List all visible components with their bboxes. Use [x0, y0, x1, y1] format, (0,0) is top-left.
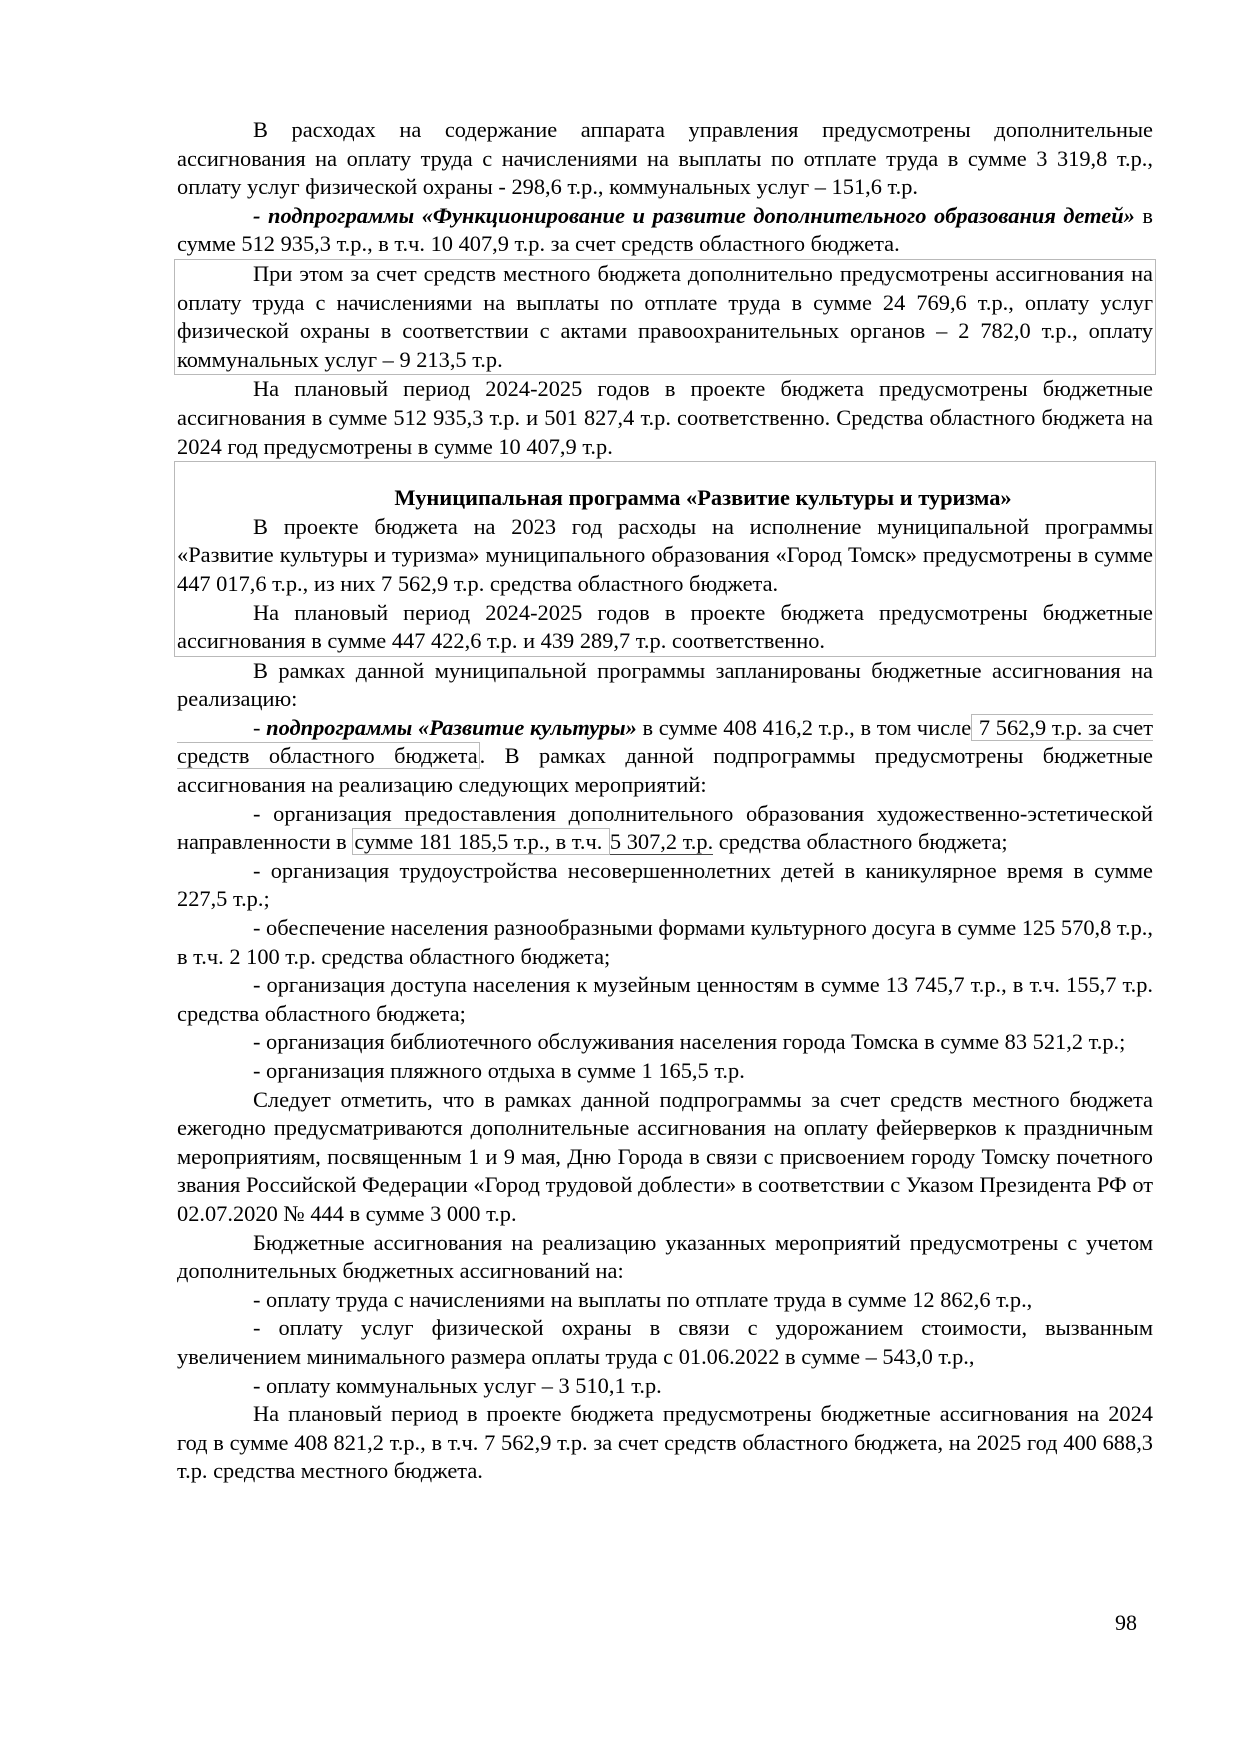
page-number: 98 [1115, 1610, 1137, 1635]
subprogram-amount-text: в сумме 512 935,3 т.р., в т.ч. 10 407,9 т.р. за счет средств областного бюджета. [177, 202, 1153, 257]
paragraph-management-expenses: В расходах на содержание аппарата управления предусмотрены дополнительные ассигнования на оплату труда с начислениями на выплаты по отплате труда в сумме 3 319,8 т.р., оплату услуг физической охраны - 298,6 т.р., коммунальных услуг – 151,6 т.р. [177, 117, 1153, 200]
paragraph-local-budget-additions: При этом за счет средств местного бюджета дополнительно предусмотрены ассигнования на оплату труда с начислениями на выплаты по отплате труда в сумме 24 769,6 т.р., оплату услуг физической охраны в соответствии с актами правоохранительных органов – 2 782,0 т.р., оплату коммунальных услуг – 9 213,5 т.р. [177, 260, 1153, 372]
subprogram-title-culture: подпрограммы «Развитие культуры» [266, 714, 637, 740]
paragraph-fireworks: Следует отметить, что в рамках данной подпрограммы за счет средств местного бюджета ежегодно предусматриваются дополнительные ассигнования на оплату фейерверков к праздничным мероприятиям, посвященным 1 и 9 мая, Дню Города в связи с присвоением городу Томску почетного звания Российской Федерации «Город трудовой доблести» в соответствии с Указом Президента РФ от 02.07.2020 № 444 в сумме 3 000 т.р. [177, 1086, 1153, 1226]
list-item-utilities: - оплату коммунальных услуг – 3 510,1 т.р. [253, 1372, 662, 1398]
list-item-text: - организация предоставления дополнительного образования художественно-эстетической направленности в [177, 800, 1153, 855]
section-heading-culture-tourism: Муниципальная программа «Развитие культуры и туризма» [394, 485, 1012, 511]
list-item-museum-access: - организация доступа населения к музейным ценностям в сумме 13 745,7 т.р., в т.ч. 155,7 т.р. средства областного бюджета; [177, 972, 1153, 1026]
list-item-beach-recreation: - организация пляжного отдыха в сумме 1 165,5 т.р. [253, 1058, 745, 1083]
subprogram-culture-tail: . В рамках данной подпрограммы предусмотрены бюджетные ассигнования на реализацию следующих мероприятий: [177, 743, 1153, 798]
paragraph-program-framework: В рамках данной муниципальной программы запланированы бюджетные ассигнования на реализацию: [177, 657, 1153, 712]
regional-budget-share-box: 7 562,9 т.р. за счет средств областного бюджета [177, 714, 1154, 769]
highlighted-block-culture-program [174, 461, 1156, 657]
document-body [177, 116, 1153, 1486]
paragraph-culture-program-2023: В проекте бюджета на 2023 год расходы на исполнение муниципальной программы «Развитие культуры и туризма» муниципального образования «Город Томск» предусмотрены в сумме 447 017,6 т.р., из них 7 562,9 т.р. средства областного бюджета. [177, 513, 1153, 596]
subprogram-culture-amount: в сумме 408 416,2 т.р., в том числе [636, 714, 972, 740]
paragraph-planning-period-culture: На плановый период в проекте бюджета предусмотрены бюджетные ассигнования на 2024 год в сумме 408 821,2 т.р., в т.ч. 7 562,9 т.р. за счет средств областного бюджета, на 2025 год 400 688,3 т.р. средства местного бюджета. [177, 1401, 1153, 1484]
art-education-amount-box: сумме 181 185,5 т.р., в т.ч. [354, 829, 608, 855]
list-item-art-education [177, 800, 1153, 857]
list-item-youth-employment: - организация трудоустройства несовершеннолетних детей в каникулярное время в сумме 227,5 т.р.; [177, 857, 1153, 912]
blank-line [177, 462, 1153, 484]
list-item-cultural-leisure: - обеспечение населения разнообразными формами культурного досуга в сумме 125 570,8 т.р., в т.ч. 2 100 т.р. средства областного бюджета; [177, 915, 1153, 969]
list-item-library-services: - организация библиотечного обслуживания населения города Томска в сумме 83 521,2 т.р.; [253, 1029, 1126, 1055]
list-dash: - [253, 714, 267, 740]
list-item-tail: средства областного бюджета; [713, 829, 1008, 855]
paragraph-additional-allocations: Бюджетные ассигнования на реализацию указанных мероприятий предусмотрены с учетом дополнительных бюджетных ассигнований на: [177, 1229, 1153, 1284]
list-item-labor-payment: - оплату труда с начислениями на выплаты по отплате труда в сумме 12 862,6 т.р., [253, 1286, 1033, 1312]
paragraph-culture-planning-period: На плановый период 2024-2025 годов в проекте бюджета предусмотрены бюджетные ассигнования в сумме 447 422,6 т.р. и 439 289,7 т.р. соответственно. [177, 599, 1153, 654]
list-item-security-services: - оплату услуг физической охраны в связи с удорожанием стоимости, вызванным увеличением минимального размера оплаты труда с 01.06.2022 в сумме – 543,0 т.р., [177, 1315, 1153, 1369]
highlighted-block-local-budget [174, 259, 1156, 375]
paragraph-culture-subprogram [177, 714, 1153, 800]
paragraph-planning-period-education: На плановый период 2024-2025 годов в проекте бюджета предусмотрены бюджетные ассигнования в сумме 512 935,3 т.р. и 501 827,4 т.р. соответственно. Средства областного бюджета на 2024 год предусмотрены в сумме 10 407,9 т.р. [177, 376, 1153, 459]
art-education-regional-amount: 5 307,2 т.р. [609, 829, 714, 855]
paragraph-additional-education-subprogram [177, 202, 1153, 259]
subprogram-title-additional-education: - подпрограммы «Функционирование и развитие дополнительного образования детей» [253, 202, 1135, 228]
